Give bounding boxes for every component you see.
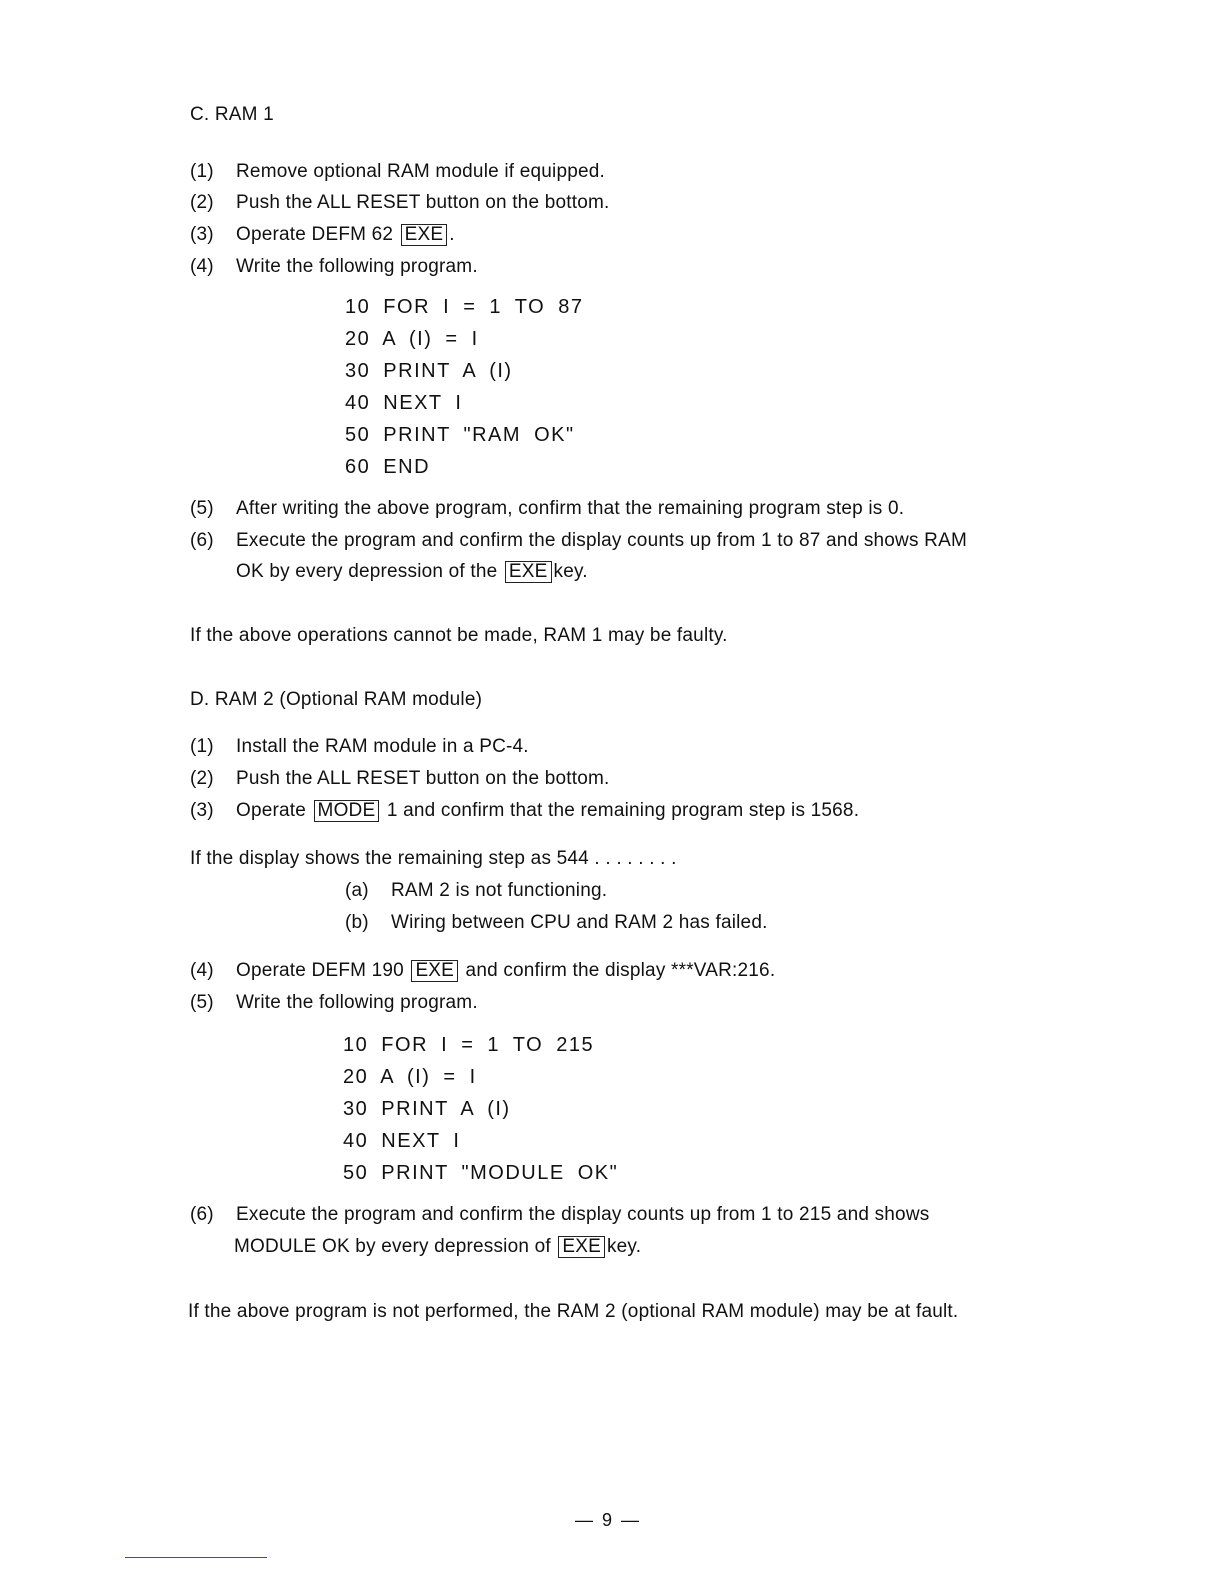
step-text: Operate DEFM 190	[236, 960, 404, 981]
step-text: Write the following program.	[236, 992, 478, 1013]
step-c3	[190, 224, 455, 246]
step-c6-continued	[236, 561, 588, 583]
exe-key-box: EXE	[411, 960, 458, 982]
cause-b	[345, 912, 768, 934]
step-text: Install the RAM module in a PC-4.	[236, 736, 529, 757]
cause-label: (b)	[345, 912, 369, 933]
step-c5	[190, 498, 904, 520]
step-number: (3)	[190, 224, 214, 245]
step-d6-continued	[234, 1236, 641, 1258]
program-line: 50 PRINT "RAM OK"	[345, 424, 575, 446]
program-line: 30 PRINT A (I)	[345, 360, 513, 382]
step-number: (1)	[190, 736, 214, 757]
program-line: 60 END	[345, 456, 431, 478]
step-d6	[190, 1204, 929, 1226]
program-line: 40 NEXT I	[343, 1130, 461, 1152]
step-number: (5)	[190, 992, 214, 1013]
step-number: (6)	[190, 530, 214, 551]
program-line: 10 FOR I = 1 TO 87	[345, 296, 584, 318]
step-number: (2)	[190, 768, 214, 789]
step-text: Push the ALL RESET button on the bottom.	[236, 192, 610, 213]
step-text: Push the ALL RESET button on the bottom.	[236, 768, 610, 789]
step-c1	[190, 161, 605, 183]
section-c-heading: C. RAM 1	[190, 104, 274, 125]
section-c-note: If the above operations cannot be made, RAM 1 may be faulty.	[190, 625, 728, 646]
step-text-end: key.	[606, 1236, 642, 1257]
section-d-note: If the above program is not performed, the RAM 2 (optional RAM module) may be at fault.	[188, 1301, 959, 1322]
step-number: (3)	[190, 800, 214, 821]
step-d2	[190, 768, 609, 790]
step-text: Operate	[236, 800, 307, 821]
step-text-end: and confirm the display ***VAR:216.	[465, 960, 776, 981]
cause-text: Wiring between CPU and RAM 2 has failed.	[391, 912, 768, 933]
step-text-end: 1 and confirm that the remaining program step is 1568.	[386, 800, 860, 821]
cause-text: RAM 2 is not functioning.	[391, 880, 608, 901]
step-text: Remove optional RAM module if equipped.	[236, 161, 606, 182]
step-c2	[190, 192, 609, 214]
step-number: (2)	[190, 192, 214, 213]
footer-rule	[125, 1557, 267, 1558]
page-number: — 9 —	[575, 1510, 642, 1530]
step-d1	[190, 736, 529, 758]
mode-key-box: MODE	[314, 800, 380, 822]
step-number: (4)	[190, 256, 214, 277]
program-line: 20 A (I) = I	[345, 328, 479, 350]
cause-label: (a)	[345, 880, 369, 901]
step-number: (6)	[190, 1204, 214, 1225]
step-text: Execute the program and confirm the display counts up from 1 to 87 and shows RAM	[236, 530, 967, 551]
step-text: Operate DEFM 62	[236, 224, 394, 245]
program-line: 40 NEXT I	[345, 392, 463, 414]
step-number: (5)	[190, 498, 214, 519]
exe-key-box: EXE	[505, 561, 552, 583]
step-d3	[190, 800, 859, 822]
step-text: Execute the program and confirm the display counts up from 1 to 215 and shows	[236, 1204, 930, 1225]
cause-a	[345, 880, 607, 902]
step-text: After writing the above program, confirm that the remaining program step is 0.	[236, 498, 905, 519]
section-d-heading: D. RAM 2 (Optional RAM module)	[190, 689, 483, 710]
step-c4	[190, 256, 478, 278]
step-text: Write the following program.	[236, 256, 478, 277]
program-line: 50 PRINT "MODULE OK"	[343, 1162, 619, 1184]
display-note: If the display shows the remaining step as 544 . . . . . . . .	[190, 848, 677, 869]
step-text-end: key.	[553, 561, 588, 582]
step-number: (1)	[190, 161, 214, 182]
exe-key-box: EXE	[558, 1236, 605, 1258]
step-c6	[190, 530, 967, 552]
step-d4	[190, 960, 775, 982]
program-line: 30 PRINT A (I)	[343, 1098, 511, 1120]
step-number: (4)	[190, 960, 214, 981]
step-text: MODULE OK by every depression of	[234, 1236, 551, 1257]
step-text-end: .	[449, 224, 455, 245]
step-text: OK by every depression of the	[236, 561, 498, 582]
program-line: 20 A (I) = I	[343, 1066, 477, 1088]
step-d5	[190, 992, 478, 1014]
program-line: 10 FOR I = 1 TO 215	[343, 1034, 595, 1056]
exe-key-box: EXE	[401, 224, 448, 246]
